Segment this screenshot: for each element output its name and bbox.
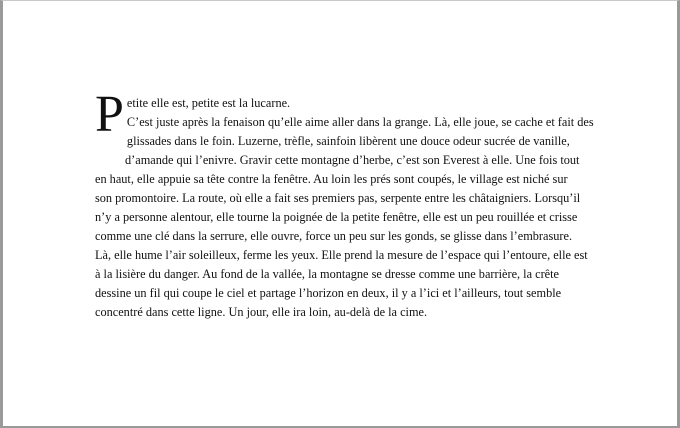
drop-cap-letter: P xyxy=(95,86,124,143)
text-line-3: glissades dans le foin. Luzerne, trèfle, sainfoin libèrent une douce odeur sucrée de vanille, xyxy=(126,134,570,148)
text-line-9: Là, elle hume l’air soleilleux, ferme les yeux. Elle prend la mesure de l’espace qui l’entoure, elle est xyxy=(95,248,588,262)
text-line-6: son promontoire. La route, où elle a fait ses premiers pas, serpente entre les châtaigniers. Lorsqu’il xyxy=(95,191,581,205)
text-line-8: comme une clé dans la serrure, elle ouvre, force un peu sur les gonds, se glisse dans l’embrasure. xyxy=(95,229,573,243)
text-line-11: dessine un fil qui coupe le ciel et partage l’horizon en deux, il y a l’ici et l’ailleurs, tout semble xyxy=(95,286,562,300)
text-line-12: concentré dans cette ligne. Un jour, elle ira loin, au-delà de la cime. xyxy=(95,305,428,319)
text-line-7: n’y a personne alentour, elle tourne la poignée de la petite fenêtre, elle est un peu rouillée et crisse xyxy=(95,210,578,224)
text-line-2: C’est juste après la fenaison qu’elle aime aller dans la grange. Là, elle joue, se cache et fait des xyxy=(126,115,594,129)
text-line-4: d’amande qui l’enivre. Gravir cette montagne d’herbe, c’est son Everest à elle. Une fois tout xyxy=(125,153,580,167)
paragraph xyxy=(95,86,625,322)
text-line-5: en haut, elle appuie sa tête contre la fenêtre. Au loin les prés sont coupés, le village est niché sur xyxy=(95,172,568,186)
text-line-1: etite elle est, petite est la lucarne. xyxy=(126,96,291,110)
text-line-10: à la lisière du danger. Au fond de la vallée, la montagne se dresse comme une barrière, la crête xyxy=(95,267,560,281)
